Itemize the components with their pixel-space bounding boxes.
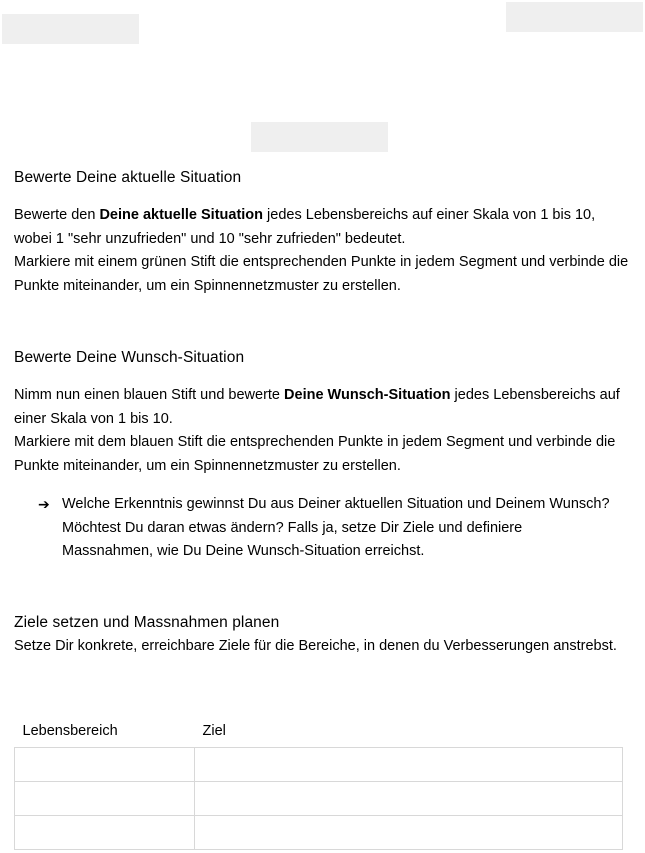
text-segment: Markiere mit dem blauen Stift die entsprechenden Punkte in jedem Segment und verbinde die Punkte miteinander, um ein Spinnennetzmuster zu erstellen. xyxy=(14,434,616,474)
section-heading-set-goals: Ziele setzen und Massnahmen planen xyxy=(14,613,280,631)
table-cell-ziel[interactable] xyxy=(195,782,623,816)
table-header-row xyxy=(15,715,623,748)
top-right-placeholder xyxy=(506,2,643,32)
goals-table xyxy=(14,715,623,850)
table-cell-lebensbereich[interactable] xyxy=(15,816,195,850)
text-segment: Bewerte den xyxy=(14,207,100,223)
text-segment: Nimm nun einen blauen Stift und bewerte xyxy=(14,387,285,403)
column-header-ziel: Ziel xyxy=(202,723,226,739)
table-cell-lebensbereich[interactable] xyxy=(15,748,195,782)
section-heading-wish-situation: Bewerte Deine Wunsch-Situation xyxy=(14,349,245,366)
reflection-text: Welche Erkenntnis gewinnst Du aus Deiner aktuellen Situation und Deinem Wunsch? Möchtest Du daran etwas ändern? Falls ja, setze Dir Ziele und definiere Massnahmen, wie Du Deine Wunsch-Situation erreichst. xyxy=(62,496,610,559)
current-situation-instructions xyxy=(14,204,630,298)
table-row xyxy=(15,816,623,850)
column-header-lebensbereich: Lebensbereich xyxy=(22,723,118,739)
bold-term: Deine Wunsch-Situation xyxy=(284,387,451,403)
table-row xyxy=(15,782,623,816)
document-content xyxy=(14,166,630,658)
text-segment: jedes Lebensbereichs auf einer Skala von 1 bis 10. xyxy=(14,387,620,427)
section-heading-current-situation: Bewerte Deine aktuelle Situation xyxy=(14,169,242,186)
center-placeholder xyxy=(251,122,388,152)
set-goals-text: Setze Dir konkrete, erreichbare Ziele für die Bereiche, in denen du Verbesserungen anstrebst. xyxy=(14,637,617,654)
text-segment: Markiere mit einem grünen Stift die entsprechenden Punkte in jedem Segment und verbinde die Punkte miteinander, um ein Spinnennetzmuster zu erstellen. xyxy=(14,254,629,294)
table-cell-lebensbereich[interactable] xyxy=(15,782,195,816)
top-left-placeholder xyxy=(2,14,139,44)
wish-situation-instructions xyxy=(14,384,630,478)
table-row xyxy=(15,748,623,782)
reflection-bullet xyxy=(14,493,630,564)
bold-term: Deine aktuelle Situation xyxy=(99,207,264,223)
text-segment: jedes Lebensbereichs auf einer Skala von 1 bis 10, wobei 1 "sehr unzufrieden" und 10 "sehr zufrieden" bedeutet. xyxy=(14,207,596,247)
right-arrow-icon: ➔ xyxy=(38,496,50,512)
table-cell-ziel[interactable] xyxy=(195,816,623,850)
table-cell-ziel[interactable] xyxy=(195,748,623,782)
